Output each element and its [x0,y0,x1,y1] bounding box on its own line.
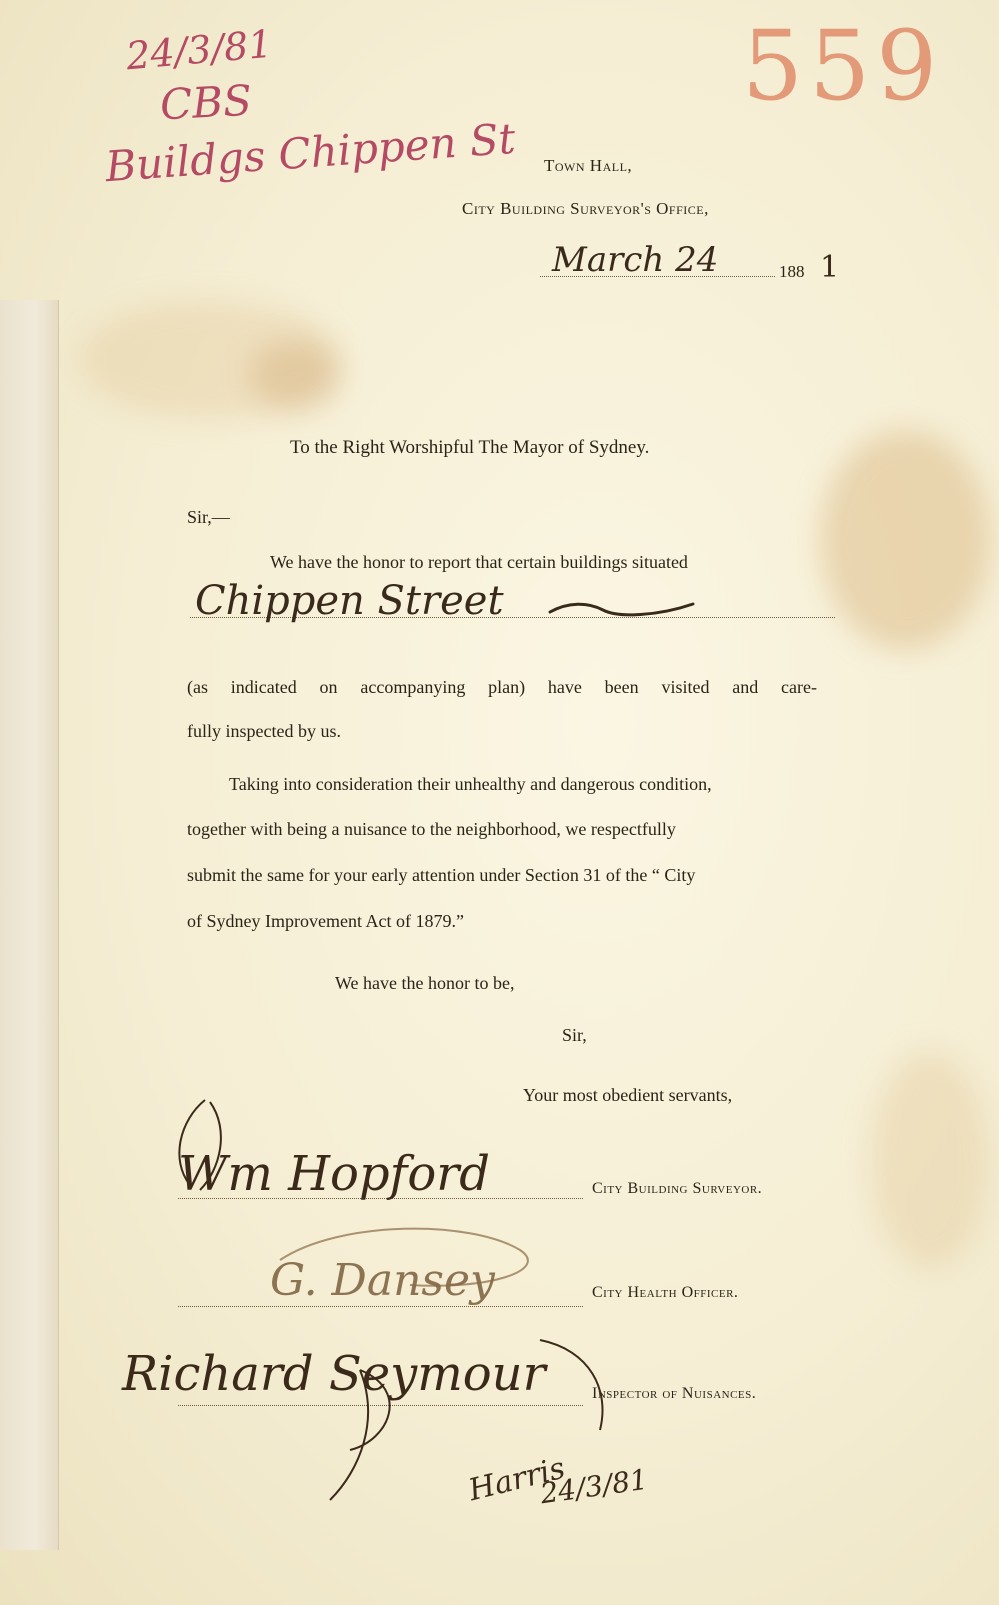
signature-line [178,1306,583,1307]
signature-health-officer: G. Dansey [270,1255,495,1306]
year-printed: 188 [779,262,805,281]
title-surveyor: City Building Surveyor. [592,1180,763,1197]
foxing-stain [870,1050,990,1270]
docket-subject: Buildgs Chippen St [103,113,517,192]
closing-line: We have the honor to be, [335,973,515,993]
signature-line [178,1405,583,1406]
foxing-stain [250,340,340,410]
docket-date: 24/3/81 [124,21,275,79]
signature-inspector: Richard Seymour [122,1346,546,1402]
binding-strip [0,300,59,1550]
title-health-officer: City Health Officer. [592,1284,739,1301]
salutation: Sir,— [187,507,230,527]
docket-initials: CBS [158,75,254,130]
letterhead-office: City Building Surveyor's Office, [462,199,709,218]
street-handwritten: Chippen Street [195,578,504,624]
closing-sir: Sir, [562,1025,587,1045]
title-inspector: Inspector of Nuisances. [592,1385,757,1402]
letterhead-town-hall: Town Hall, [544,156,633,175]
body-line: We have the honor to report that certain buildings situated [270,552,688,572]
body-line: Taking into consideration their unhealthy and dangerous condition, [229,774,712,794]
foxing-stain [80,300,340,420]
signature-surveyor: Wm Hopford [178,1146,490,1202]
body-line: (as indicated on accompanying plan) have been visited and care- [187,677,817,697]
body-line: fully inspected by us. [187,721,341,741]
body-line: submit the same for your early attention under Section 31 of the “ City [187,865,696,885]
date-handwritten: March 24 [552,240,719,280]
foxing-stain [820,430,990,650]
annotation-name: Harris [465,1450,569,1509]
body-line: of Sydney Improvement Act of 1879.” [187,911,464,931]
year-handwritten: 1 [820,250,840,285]
folio-number: 559 [742,10,944,122]
closing-servants: Your most obedient servants, [523,1085,733,1105]
flourish-mark [548,594,698,624]
addressee: To the Right Worshipful The Mayor of Sydney. [290,437,650,458]
annotation-date: 24/3/81 [538,1462,650,1511]
body-line: together with being a nuisance to the neighborhood, we respectfully [187,819,676,839]
